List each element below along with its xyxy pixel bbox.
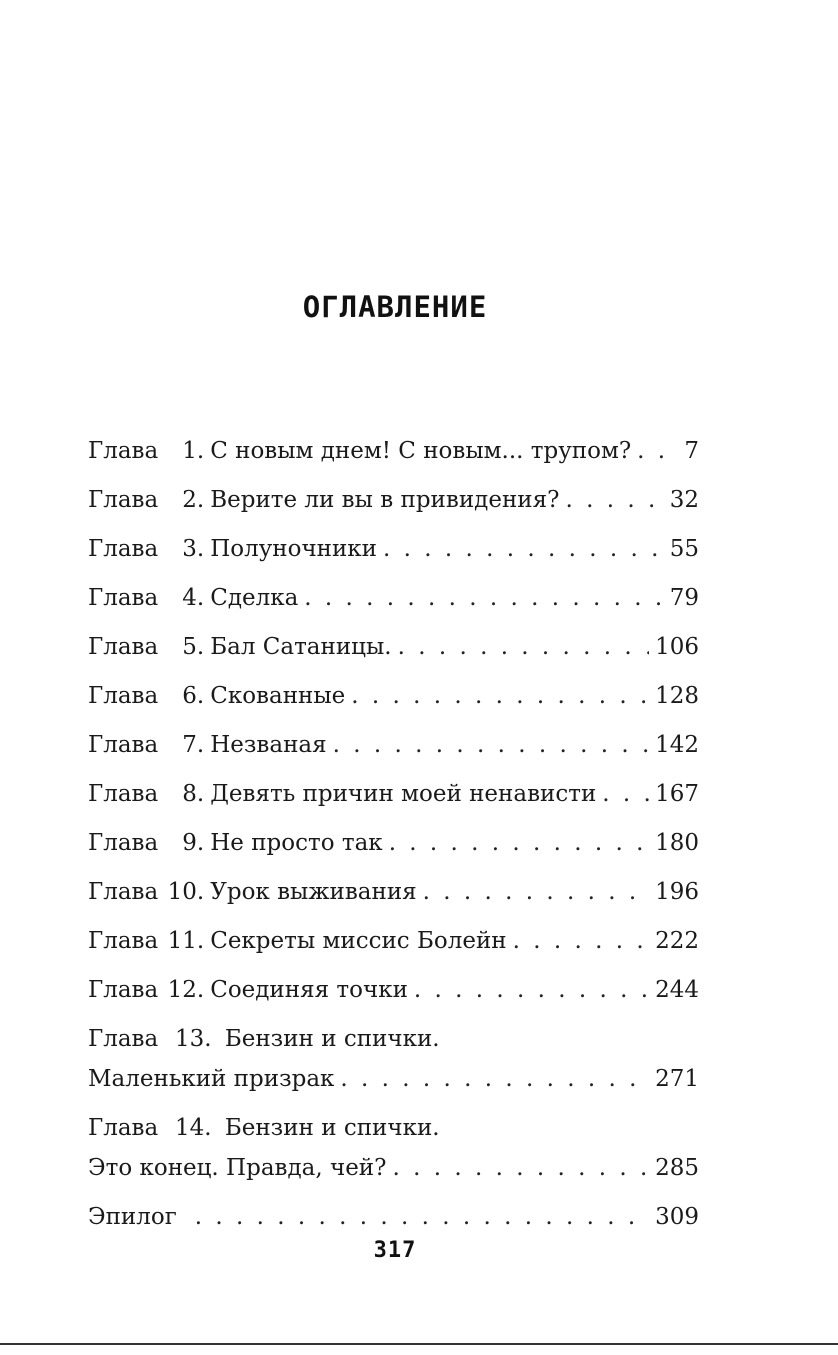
dot-leader xyxy=(383,528,664,570)
toc-entry xyxy=(88,773,699,815)
chapter-number: 8. xyxy=(182,781,205,807)
chapter-prefix: Глава xyxy=(88,634,159,660)
toc-entry xyxy=(88,479,699,521)
dot-leader xyxy=(333,724,649,766)
chapter-prefix: Глава xyxy=(88,536,159,562)
chapter-title: Сделка xyxy=(210,585,299,611)
chapter-title: Секреты миссис Болейн xyxy=(210,928,507,954)
chapter-number: 11. xyxy=(167,928,205,954)
chapter-page: 79 xyxy=(669,585,699,611)
epilogue-label: Эпилог xyxy=(88,1204,177,1230)
chapter-page: 285 xyxy=(655,1155,699,1181)
chapter-title: Скованные xyxy=(210,683,346,709)
chapter-number: 10. xyxy=(167,879,205,905)
chapter-title: Соединяя точки xyxy=(210,977,408,1003)
chapter-subtitle: Это конец. Правда, чей? xyxy=(88,1155,387,1181)
toc-entry xyxy=(88,1107,699,1189)
chapter-title: Девять причин моей ненависти xyxy=(210,781,597,807)
toc-entry xyxy=(88,430,699,472)
dot-leader xyxy=(351,675,649,717)
toc-entry xyxy=(88,1018,699,1100)
page-title: ОГЛАВЛЕНИЕ xyxy=(302,290,488,324)
dot-leader xyxy=(513,920,649,962)
toc-entry xyxy=(88,626,699,668)
chapter-page: 32 xyxy=(669,487,699,513)
toc-entry-second-line xyxy=(88,1058,699,1100)
chapter-page: 309 xyxy=(655,1204,699,1230)
chapter-title: Полуночники xyxy=(210,536,378,562)
dot-leader xyxy=(195,1196,649,1238)
chapter-prefix: Глава xyxy=(88,438,159,464)
chapter-page: 222 xyxy=(655,928,699,954)
chapter-number: 13. xyxy=(174,1026,212,1052)
chapter-number: 12. xyxy=(167,977,205,1003)
chapter-page: 106 xyxy=(655,634,699,660)
chapter-page: 128 xyxy=(655,683,699,709)
toc-entry xyxy=(88,871,699,913)
dot-leader xyxy=(340,1058,649,1100)
dot-leader xyxy=(423,871,649,913)
chapter-page: 271 xyxy=(655,1066,699,1092)
chapter-prefix: Глава xyxy=(88,1115,159,1141)
chapter-number: 3. xyxy=(182,536,205,562)
chapter-prefix: Глава xyxy=(88,781,159,807)
dot-leader xyxy=(414,969,649,1011)
toc-entry-first-line xyxy=(88,1018,699,1058)
chapter-subtitle: Маленький призрак xyxy=(88,1066,335,1092)
toc-entry xyxy=(88,675,699,717)
chapter-prefix: Глава xyxy=(88,830,159,856)
dot-leader xyxy=(389,822,649,864)
chapter-title: Верите ли вы в привидения? xyxy=(210,487,560,513)
chapter-number: 1. xyxy=(182,438,205,464)
chapter-page: 180 xyxy=(655,830,699,856)
chapter-title: Незваная xyxy=(210,732,327,758)
chapter-title: Не просто так xyxy=(210,830,383,856)
toc-entry xyxy=(88,528,699,570)
chapter-prefix: Глава xyxy=(88,487,159,513)
toc-entry-epilogue xyxy=(88,1196,699,1238)
toc-entry-first-line xyxy=(88,1107,699,1147)
chapter-number: 6. xyxy=(182,683,205,709)
chapter-number: 9. xyxy=(182,830,205,856)
chapter-title: С новым днем! С новым... трупом? xyxy=(210,438,632,464)
chapter-page: 7 xyxy=(684,438,699,464)
table-of-contents xyxy=(88,430,699,1245)
chapter-number: 7. xyxy=(182,732,205,758)
toc-entry xyxy=(88,577,699,619)
dot-leader xyxy=(392,1147,649,1189)
chapter-title: Бал Сатаницы. xyxy=(210,634,392,660)
chapter-prefix: Глава xyxy=(88,928,159,954)
dot-leader xyxy=(637,430,678,472)
chapter-prefix: Глава xyxy=(88,879,159,905)
chapter-page: 196 xyxy=(655,879,699,905)
dot-leader xyxy=(398,626,650,668)
chapter-title: Бензин и спички. xyxy=(224,1115,440,1141)
chapter-title: Урок выживания xyxy=(210,879,417,905)
chapter-page: 142 xyxy=(655,732,699,758)
toc-entry xyxy=(88,724,699,766)
dot-leader xyxy=(602,773,649,815)
chapter-page: 167 xyxy=(655,781,699,807)
chapter-prefix: Глава xyxy=(88,585,159,611)
toc-entry xyxy=(88,969,699,1011)
chapter-title: Бензин и спички. xyxy=(224,1026,440,1052)
chapter-number: 2. xyxy=(182,487,205,513)
chapter-prefix: Глава xyxy=(88,1026,159,1052)
chapter-page: 55 xyxy=(669,536,699,562)
toc-entry xyxy=(88,822,699,864)
chapter-prefix: Глава xyxy=(88,977,159,1003)
chapter-page: 244 xyxy=(655,977,699,1003)
bottom-rule xyxy=(0,1343,838,1345)
page-number: 317 xyxy=(373,1238,417,1263)
dot-leader xyxy=(304,577,663,619)
dot-leader xyxy=(565,479,663,521)
chapter-number: 14. xyxy=(174,1115,212,1141)
toc-entry-second-line xyxy=(88,1147,699,1189)
chapter-number: 4. xyxy=(182,585,205,611)
toc-entry xyxy=(88,920,699,962)
chapter-prefix: Глава xyxy=(88,683,159,709)
chapter-number: 5. xyxy=(182,634,205,660)
chapter-prefix: Глава xyxy=(88,732,159,758)
